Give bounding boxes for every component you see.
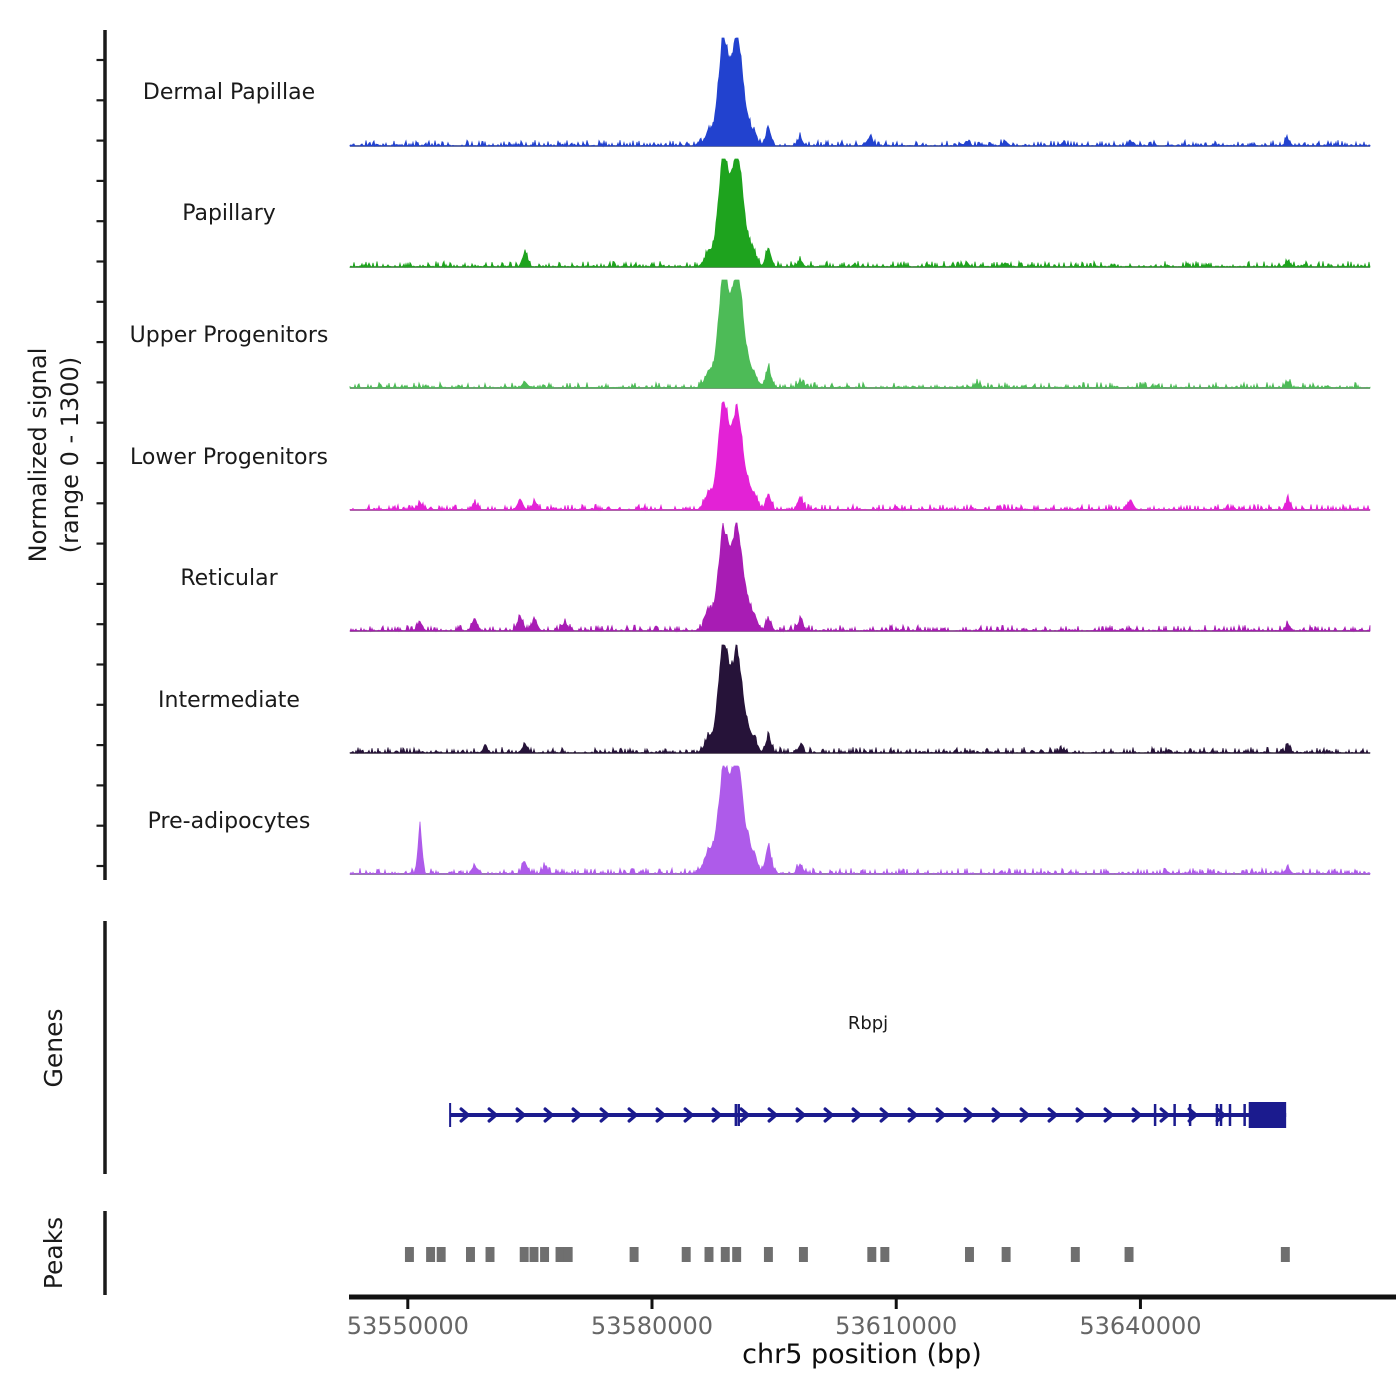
peak-rect [529, 1247, 538, 1262]
gene-name-label: Rbpj [847, 1013, 889, 1034]
peak-rect [880, 1247, 889, 1262]
x-axis-tick-label: 53550000 [346, 1312, 469, 1340]
peak-rect [1002, 1247, 1011, 1262]
peaks-section-label: Peaks [39, 1216, 68, 1290]
track-label-upper-progenitors: Upper Progenitors [129, 323, 329, 348]
signal-tracks [350, 38, 1370, 874]
x-axis-title: chr5 position (bp) [742, 1339, 982, 1370]
x-axis-ticks [347, 1297, 1202, 1340]
peak-rect [426, 1247, 435, 1262]
signal-area-pre-adipocytes [350, 766, 1370, 874]
peak-rect [705, 1247, 714, 1262]
peak-rect [682, 1247, 691, 1262]
signal-area-papillary [350, 159, 1370, 267]
peak-intervals [405, 1247, 1290, 1262]
track-label-lower-progenitors: Lower Progenitors [130, 445, 328, 470]
peak-rect [466, 1247, 475, 1262]
signal-y-axis-ticks [97, 60, 104, 866]
peak-rect [799, 1247, 808, 1262]
peak-rect [520, 1247, 529, 1262]
peak-rect [867, 1247, 876, 1262]
gene-model-rbpj [450, 1102, 1286, 1128]
gene-terminal-exon-block [1249, 1102, 1286, 1128]
signal-area-lower-progenitors [350, 402, 1370, 510]
signal-area-dermal-papillae [350, 38, 1370, 146]
track-label-pre-adipocytes: Pre-adipocytes [147, 809, 311, 834]
peak-rect [732, 1247, 741, 1262]
signal-area-intermediate [350, 645, 1370, 753]
x-axis-tick-label: 53580000 [590, 1312, 714, 1340]
track-label-papillary: Papillary [182, 201, 276, 226]
peak-rect [721, 1247, 730, 1262]
track-label-reticular: Reticular [180, 566, 278, 591]
peak-rect [556, 1247, 565, 1262]
y-axis-label-line2: (range 0 - 1300) [56, 356, 84, 554]
track-label-dermal-papillae: Dermal Papillae [142, 80, 316, 105]
genes-section-label: Genes [39, 1008, 68, 1088]
x-axis-tick-label: 53610000 [835, 1312, 958, 1340]
peak-rect [405, 1247, 414, 1262]
signal-area-upper-progenitors [350, 280, 1370, 388]
x-axis-tick-label: 53640000 [1079, 1312, 1202, 1340]
peak-rect [1125, 1247, 1134, 1262]
peak-rect [965, 1247, 974, 1262]
signal-area-reticular [350, 523, 1370, 631]
peak-rect [1071, 1247, 1080, 1262]
peak-rect [486, 1247, 495, 1262]
peak-rect [564, 1247, 573, 1262]
peak-rect [437, 1247, 446, 1262]
peak-rect [764, 1247, 773, 1262]
peak-rect [1281, 1247, 1290, 1262]
peak-rect [630, 1247, 639, 1262]
peak-rect [540, 1247, 549, 1262]
y-axis-label-line1: Normalized signal [24, 347, 52, 563]
track-label-intermediate: Intermediate [158, 688, 300, 713]
